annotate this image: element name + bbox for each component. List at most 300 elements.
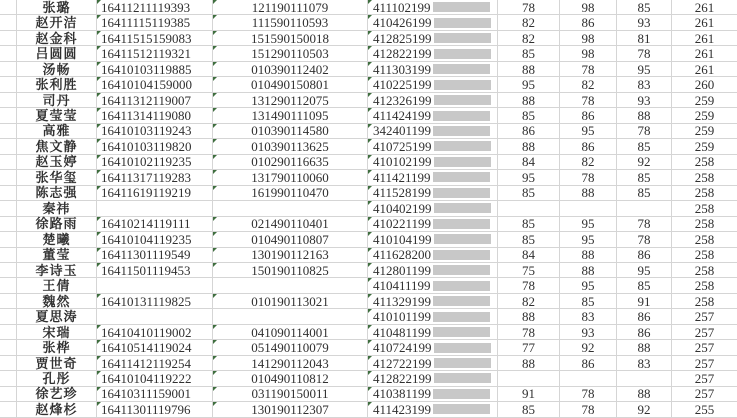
score2-cell[interactable] <box>560 0 617 15</box>
code-number-cell[interactable] <box>213 0 368 15</box>
code-number-cell[interactable] <box>213 340 368 355</box>
exam-number-cell[interactable] <box>97 340 213 355</box>
number-as-text-flag-icon <box>97 0 101 4</box>
student-name-cell[interactable] <box>17 309 97 324</box>
total-score-cell[interactable] <box>672 325 737 340</box>
empty-margin-cell[interactable] <box>0 325 17 340</box>
total-score-cell[interactable] <box>672 31 737 46</box>
score1-cell[interactable] <box>498 294 560 309</box>
score1-cell[interactable] <box>498 371 560 386</box>
id-number-cell[interactable] <box>368 155 498 170</box>
score2-cell[interactable] <box>560 278 617 293</box>
code-number-cell[interactable] <box>213 325 368 340</box>
number-as-text-flag-icon <box>368 0 372 4</box>
empty-margin-cell[interactable] <box>0 108 17 123</box>
score3-cell[interactable] <box>617 170 672 185</box>
number-as-text-flag-icon <box>213 31 217 35</box>
exam-number-cell-text: 16410104119235 <box>101 231 192 247</box>
score3-cell[interactable] <box>617 278 672 293</box>
score1-cell[interactable] <box>498 402 560 417</box>
code-number-cell[interactable] <box>213 356 368 371</box>
number-as-text-flag-icon <box>213 15 217 19</box>
score2-cell-text: 88 <box>581 247 595 263</box>
score3-cell[interactable] <box>617 263 672 278</box>
score3-cell[interactable] <box>617 186 672 201</box>
score1-cell-text: 85 <box>522 46 535 62</box>
student-name-cell-text: 宋瑞 <box>42 324 71 340</box>
score1-cell[interactable] <box>498 186 560 201</box>
total-score-cell-text: 260 <box>694 77 715 93</box>
id-number-cell[interactable] <box>368 217 498 232</box>
exam-number-cell[interactable] <box>97 15 213 30</box>
student-name-cell[interactable] <box>17 31 97 46</box>
student-name-cell[interactable] <box>17 62 97 77</box>
total-score-cell[interactable] <box>672 263 737 278</box>
empty-margin-cell[interactable] <box>0 340 17 355</box>
total-score-cell[interactable] <box>672 309 737 324</box>
exam-number-cell[interactable] <box>97 325 213 340</box>
score3-cell[interactable] <box>617 62 672 77</box>
id-number-cell[interactable] <box>368 402 498 417</box>
score3-cell[interactable] <box>617 294 672 309</box>
id-number-cell[interactable] <box>368 201 498 216</box>
code-number-cell[interactable] <box>213 387 368 402</box>
number-as-text-flag-icon <box>368 278 372 282</box>
empty-margin-cell[interactable] <box>0 309 17 324</box>
code-number-cell[interactable] <box>213 278 368 293</box>
number-as-text-flag-icon <box>368 155 372 159</box>
empty-margin-cell[interactable] <box>0 93 17 108</box>
empty-margin-cell[interactable] <box>0 62 17 77</box>
empty-margin-cell[interactable] <box>0 77 17 92</box>
student-name-cell[interactable] <box>17 186 97 201</box>
number-as-text-flag-icon <box>97 387 101 391</box>
score3-cell[interactable] <box>617 232 672 247</box>
total-score-cell[interactable] <box>672 139 737 154</box>
score3-cell[interactable] <box>617 0 672 15</box>
total-score-cell[interactable] <box>672 248 737 263</box>
code-number-cell[interactable] <box>213 77 368 92</box>
score1-cell[interactable] <box>498 309 560 324</box>
exam-number-cell-text: 16410103119243 <box>101 123 192 139</box>
id-number-cell[interactable] <box>368 340 498 355</box>
score2-cell[interactable] <box>560 340 617 355</box>
score2-cell[interactable] <box>560 124 617 139</box>
student-name-cell[interactable] <box>17 124 97 139</box>
number-as-text-flag-icon <box>97 15 101 19</box>
id-number-cell[interactable] <box>368 278 498 293</box>
score2-cell[interactable] <box>560 170 617 185</box>
score1-cell[interactable] <box>498 155 560 170</box>
score2-cell[interactable] <box>560 108 617 123</box>
score2-cell[interactable] <box>560 232 617 247</box>
score2-cell[interactable] <box>560 356 617 371</box>
score1-cell[interactable] <box>498 139 560 154</box>
student-name-cell[interactable] <box>17 294 97 309</box>
total-score-cell-text: 258 <box>694 169 715 185</box>
student-name-cell[interactable] <box>17 46 97 61</box>
exam-number-cell[interactable] <box>97 201 213 216</box>
total-score-cell[interactable] <box>672 170 737 185</box>
score1-cell[interactable] <box>498 62 560 77</box>
id-number-cell-text: 412326199 <box>373 92 432 108</box>
total-score-cell-text: 259 <box>694 123 715 139</box>
id-number-cell[interactable] <box>368 139 498 154</box>
score2-cell[interactable] <box>560 155 617 170</box>
score2-cell[interactable] <box>560 201 617 216</box>
score3-cell-text: 91 <box>637 293 651 309</box>
student-name-cell[interactable] <box>17 248 97 263</box>
total-score-cell[interactable] <box>672 402 737 417</box>
redaction-block <box>434 234 491 244</box>
score3-cell[interactable] <box>617 201 672 216</box>
exam-number-cell[interactable] <box>97 263 213 278</box>
empty-margin-cell[interactable] <box>0 186 17 201</box>
score3-cell-text: 78 <box>637 216 651 232</box>
score1-cell[interactable] <box>498 108 560 123</box>
score1-cell-text: 82 <box>522 30 535 46</box>
redaction-block <box>434 141 491 151</box>
id-number-cell-text: 411628200 <box>373 247 432 263</box>
total-score-cell[interactable] <box>672 201 737 216</box>
exam-number-cell-text: 16411314119080 <box>101 108 192 124</box>
student-name-cell[interactable] <box>17 263 97 278</box>
empty-margin-cell[interactable] <box>0 46 17 61</box>
student-name-cell[interactable] <box>17 170 97 185</box>
score1-cell[interactable] <box>498 340 560 355</box>
id-number-cell[interactable] <box>368 356 498 371</box>
score1-cell[interactable] <box>498 31 560 46</box>
exam-number-cell[interactable] <box>97 232 213 247</box>
score2-cell[interactable] <box>560 217 617 232</box>
empty-margin-cell[interactable] <box>0 294 17 309</box>
exam-number-cell[interactable] <box>97 387 213 402</box>
score3-cell[interactable] <box>617 93 672 108</box>
student-name-cell[interactable] <box>17 201 97 216</box>
code-number-cell-text: 010290116635 <box>251 154 329 170</box>
score1-cell-text: 91 <box>522 386 535 402</box>
score3-cell[interactable] <box>617 402 672 417</box>
score3-cell-text: 88 <box>637 386 651 402</box>
exam-number-cell[interactable] <box>97 356 213 371</box>
total-score-cell[interactable] <box>672 186 737 201</box>
code-number-cell[interactable] <box>213 201 368 216</box>
student-name-cell[interactable] <box>17 155 97 170</box>
score1-cell-text: 78 <box>522 324 535 340</box>
total-score-cell[interactable] <box>672 294 737 309</box>
score3-cell[interactable] <box>617 124 672 139</box>
redaction-block <box>434 80 491 90</box>
code-number-cell[interactable] <box>213 93 368 108</box>
exam-number-cell[interactable] <box>97 62 213 77</box>
empty-margin-cell[interactable] <box>0 371 17 386</box>
exam-number-cell[interactable] <box>97 309 213 324</box>
id-number-cell[interactable] <box>368 170 498 185</box>
number-as-text-flag-icon <box>368 46 372 50</box>
score2-cell[interactable] <box>560 248 617 263</box>
exam-number-cell[interactable] <box>97 278 213 293</box>
score2-cell[interactable] <box>560 46 617 61</box>
exam-number-cell[interactable] <box>97 294 213 309</box>
exam-number-cell[interactable] <box>97 124 213 139</box>
score1-cell[interactable] <box>498 217 560 232</box>
exam-number-cell[interactable] <box>97 77 213 92</box>
id-number-cell-text: 411424199 <box>373 108 432 124</box>
code-number-cell[interactable] <box>213 31 368 46</box>
empty-margin-cell[interactable] <box>0 170 17 185</box>
score2-cell[interactable] <box>560 309 617 324</box>
score2-cell[interactable] <box>560 387 617 402</box>
score2-cell[interactable] <box>560 186 617 201</box>
total-score-cell[interactable] <box>672 232 737 247</box>
score1-cell[interactable] <box>498 93 560 108</box>
total-score-cell[interactable] <box>672 62 737 77</box>
code-number-cell[interactable] <box>213 309 368 324</box>
score3-cell[interactable] <box>617 325 672 340</box>
total-score-cell[interactable] <box>672 278 737 293</box>
empty-margin-cell[interactable] <box>0 217 17 232</box>
student-name-cell[interactable] <box>17 278 97 293</box>
empty-margin-cell[interactable] <box>0 232 17 247</box>
student-name-cell[interactable] <box>17 232 97 247</box>
score1-cell-text: 88 <box>522 355 535 371</box>
score2-cell[interactable] <box>560 62 617 77</box>
code-number-cell[interactable] <box>213 186 368 201</box>
total-score-cell[interactable] <box>672 124 737 139</box>
student-name-cell[interactable] <box>17 77 97 92</box>
score1-cell[interactable] <box>498 170 560 185</box>
student-name-cell[interactable] <box>17 217 97 232</box>
empty-margin-cell[interactable] <box>0 201 17 216</box>
exam-number-cell-text: 16411301119549 <box>101 247 191 263</box>
id-number-cell[interactable] <box>368 15 498 30</box>
id-number-cell[interactable] <box>368 62 498 77</box>
student-name-cell[interactable] <box>17 108 97 123</box>
empty-margin-cell[interactable] <box>0 356 17 371</box>
id-number-cell[interactable] <box>368 294 498 309</box>
total-score-cell[interactable] <box>672 217 737 232</box>
total-score-cell[interactable] <box>672 46 737 61</box>
redaction-block <box>433 281 490 291</box>
empty-margin-cell[interactable] <box>0 31 17 46</box>
number-as-text-flag-icon <box>213 139 217 143</box>
score3-cell[interactable] <box>617 31 672 46</box>
score3-cell[interactable] <box>617 77 672 92</box>
code-number-cell[interactable] <box>213 217 368 232</box>
empty-margin-cell[interactable] <box>0 278 17 293</box>
code-number-cell[interactable] <box>213 108 368 123</box>
score1-cell[interactable] <box>498 278 560 293</box>
code-number-cell[interactable] <box>213 232 368 247</box>
score3-cell[interactable] <box>617 155 672 170</box>
id-number-cell[interactable] <box>368 232 498 247</box>
exam-number-cell[interactable] <box>97 46 213 61</box>
score2-cell-text: 95 <box>581 123 595 139</box>
score1-cell-text: 88 <box>522 309 535 325</box>
id-number-cell[interactable] <box>368 186 498 201</box>
score2-cell[interactable] <box>560 139 617 154</box>
id-number-cell[interactable] <box>368 108 498 123</box>
score3-cell[interactable] <box>617 387 672 402</box>
score2-cell[interactable] <box>560 371 617 386</box>
score1-cell-text: 75 <box>522 262 535 278</box>
score2-cell[interactable] <box>560 15 617 30</box>
score3-cell[interactable] <box>617 139 672 154</box>
student-name-cell-text: 赵烽杉 <box>35 401 78 417</box>
number-as-text-flag-icon <box>368 93 372 97</box>
student-name-cell[interactable] <box>17 402 97 417</box>
exam-number-cell[interactable] <box>97 155 213 170</box>
code-number-cell[interactable] <box>213 263 368 278</box>
number-as-text-flag-icon <box>97 371 101 375</box>
score2-cell[interactable] <box>560 77 617 92</box>
score3-cell[interactable] <box>617 46 672 61</box>
code-number-cell[interactable] <box>213 124 368 139</box>
total-score-cell[interactable] <box>672 108 737 123</box>
exam-number-cell[interactable] <box>97 139 213 154</box>
id-number-cell[interactable] <box>368 93 498 108</box>
redaction-block <box>433 265 490 275</box>
score1-cell[interactable] <box>498 124 560 139</box>
id-number-cell-text: 412822199 <box>373 370 432 386</box>
total-score-cell[interactable] <box>672 0 737 15</box>
code-number-cell[interactable] <box>213 139 368 154</box>
score3-cell-text: 78 <box>637 123 651 139</box>
empty-margin-cell[interactable] <box>0 124 17 139</box>
total-score-cell[interactable] <box>672 340 737 355</box>
score1-cell[interactable] <box>498 263 560 278</box>
score3-cell[interactable] <box>617 356 672 371</box>
exam-number-cell[interactable] <box>97 0 213 15</box>
id-number-cell[interactable] <box>368 387 498 402</box>
code-number-cell[interactable] <box>213 46 368 61</box>
score1-cell[interactable] <box>498 0 560 15</box>
exam-number-cell[interactable] <box>97 371 213 386</box>
score3-cell[interactable] <box>617 248 672 263</box>
total-score-cell[interactable] <box>672 356 737 371</box>
total-score-cell[interactable] <box>672 371 737 386</box>
total-score-cell-text: 258 <box>694 216 715 232</box>
id-number-cell[interactable] <box>368 309 498 324</box>
exam-number-cell[interactable] <box>97 93 213 108</box>
score1-cell[interactable] <box>498 77 560 92</box>
number-as-text-flag-icon <box>97 46 101 50</box>
id-number-cell[interactable] <box>368 371 498 386</box>
student-name-cell-text: 夏莹莹 <box>35 108 78 124</box>
score3-cell[interactable] <box>617 15 672 30</box>
score2-cell[interactable] <box>560 93 617 108</box>
score1-cell[interactable] <box>498 46 560 61</box>
empty-margin-cell[interactable] <box>0 155 17 170</box>
id-number-cell[interactable] <box>368 248 498 263</box>
score1-cell[interactable] <box>498 15 560 30</box>
student-name-cell[interactable] <box>17 0 97 15</box>
score2-cell[interactable] <box>560 325 617 340</box>
exam-number-cell[interactable] <box>97 248 213 263</box>
score1-cell[interactable] <box>498 356 560 371</box>
code-number-cell[interactable] <box>213 15 368 30</box>
score1-cell-text: 85 <box>522 108 535 124</box>
code-number-cell[interactable] <box>213 248 368 263</box>
id-number-cell[interactable] <box>368 46 498 61</box>
score3-cell[interactable] <box>617 108 672 123</box>
score2-cell[interactable] <box>560 31 617 46</box>
redaction-block <box>434 49 491 59</box>
exam-number-cell[interactable] <box>97 170 213 185</box>
score1-cell[interactable] <box>498 201 560 216</box>
student-name-cell[interactable] <box>17 15 97 30</box>
id-number-cell[interactable] <box>368 325 498 340</box>
total-score-cell[interactable] <box>672 155 737 170</box>
id-number-cell[interactable] <box>368 0 498 15</box>
exam-number-cell[interactable] <box>97 186 213 201</box>
code-number-cell[interactable] <box>213 170 368 185</box>
exam-number-cell[interactable] <box>97 217 213 232</box>
student-name-cell[interactable] <box>17 325 97 340</box>
score3-cell[interactable] <box>617 340 672 355</box>
code-number-cell[interactable] <box>213 294 368 309</box>
number-as-text-flag-icon <box>368 263 372 267</box>
id-number-cell[interactable] <box>368 263 498 278</box>
score3-cell[interactable] <box>617 371 672 386</box>
student-name-cell[interactable] <box>17 93 97 108</box>
id-number-cell[interactable] <box>368 31 498 46</box>
score1-cell[interactable] <box>498 232 560 247</box>
student-name-cell[interactable] <box>17 387 97 402</box>
score2-cell[interactable] <box>560 402 617 417</box>
number-as-text-flag-icon <box>368 356 372 360</box>
score2-cell-text: 95 <box>581 231 595 247</box>
total-score-cell[interactable] <box>672 387 737 402</box>
exam-number-cell[interactable] <box>97 402 213 417</box>
empty-margin-cell[interactable] <box>0 248 17 263</box>
empty-margin-cell[interactable] <box>0 0 17 15</box>
score1-cell[interactable] <box>498 387 560 402</box>
code-number-cell[interactable] <box>213 371 368 386</box>
id-number-cell[interactable] <box>368 124 498 139</box>
empty-margin-cell[interactable] <box>0 15 17 30</box>
code-number-cell[interactable] <box>213 62 368 77</box>
total-score-cell[interactable] <box>672 15 737 30</box>
code-number-cell[interactable] <box>213 402 368 417</box>
score3-cell-text: 88 <box>637 340 651 356</box>
empty-margin-cell[interactable] <box>0 139 17 154</box>
redaction-block <box>434 33 491 43</box>
score3-cell[interactable] <box>617 309 672 324</box>
student-name-cell[interactable] <box>17 340 97 355</box>
empty-margin-cell[interactable] <box>0 402 17 417</box>
total-score-cell[interactable] <box>672 77 737 92</box>
score2-cell[interactable] <box>560 294 617 309</box>
exam-number-cell[interactable] <box>97 108 213 123</box>
student-name-cell[interactable] <box>17 371 97 386</box>
total-score-cell[interactable] <box>672 93 737 108</box>
student-name-cell[interactable] <box>17 356 97 371</box>
code-number-cell[interactable] <box>213 155 368 170</box>
score2-cell-text: 78 <box>581 61 595 77</box>
id-number-cell[interactable] <box>368 77 498 92</box>
score3-cell[interactable] <box>617 217 672 232</box>
empty-margin-cell[interactable] <box>0 263 17 278</box>
empty-margin-cell[interactable] <box>0 387 17 402</box>
id-number-cell-text: 411303199 <box>373 61 432 77</box>
score1-cell[interactable] <box>498 248 560 263</box>
score2-cell[interactable] <box>560 263 617 278</box>
exam-number-cell[interactable] <box>97 31 213 46</box>
score1-cell-text: 85 <box>522 401 535 417</box>
student-name-cell[interactable] <box>17 139 97 154</box>
score1-cell[interactable] <box>498 325 560 340</box>
